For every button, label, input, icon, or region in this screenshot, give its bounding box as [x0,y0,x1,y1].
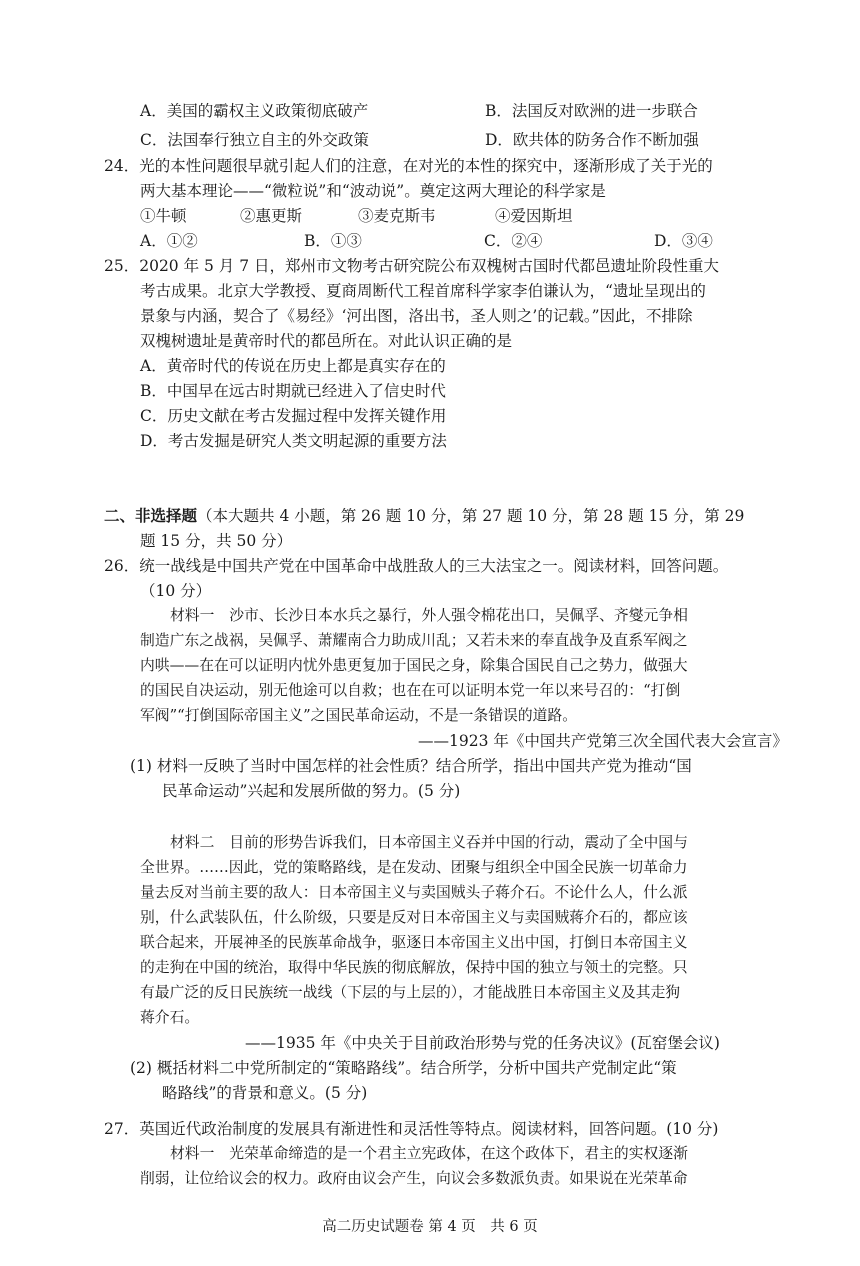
q26-material2-line4: 别，什么武装队伍，什么阶级，只要是反对日本帝国主义与卖国贼蒋介石的，都应该 [140,909,688,926]
q26-subq2-line1: (2) 概括材料二中党所制定的“策略路线”。结合所学，分析中国共产党制定此“策 [130,1059,677,1077]
q25-option-b: B．中国早在远古时期就已经进入了信史时代 [140,382,446,400]
q26-stem-line1: 26．统一战线是中国共产党在中国革命中战胜敌人的三大法宝之一。阅读材料，回答问题。 [104,557,729,575]
q26-material1-line5: 军阀”“打倒国际帝国主义”之国民革命运动，不是一条错误的道路。 [140,707,578,724]
q26-material2-line7: 有最广泛的反日民族统一战线（下层的与上层的），才能战胜日本帝国主义及其走狗 [140,984,681,1001]
section2-desc-line1: （本大题共 4 小题，第 26 题 10 分，第 27 题 10 分，第 28 题 15 分，第 29 [197,507,745,525]
q23-option-a: A．美国的霸权主义政策彻底破产 [140,102,369,120]
q27-stem: 27．英国近代政治制度的发展具有渐进性和灵活性等特点。阅读材料，回答问题。(10 分) [104,1120,719,1138]
q24-stem-line2: 两大基本理论——“微粒说”和“波动说”。奠定这两大理论的科学家是 [140,182,606,200]
q27-material1-line1: 材料一 光荣革命缔造的是一个君主立宪政体，在这个政体下，君主的实权逐渐 [170,1145,688,1162]
q26-material2-line8: 蒋介石。 [140,1009,200,1026]
q26-stem-line2: （10 分） [140,582,212,600]
section2-heading: 二、非选择题 [104,507,198,525]
q25-option-c: C．历史文献在考古发掘过程中发挥关键作用 [140,407,447,425]
q23-option-c: C．法国奉行独立自主的外交政策 [140,131,369,149]
q25-stem-line2: 考古成果。北京大学教授、夏商周断代工程首席科学家李伯谦认为，“遗址呈现出的 [140,282,706,300]
page-footer: 高二历史试题卷 第 4 页 共 6 页 [322,1219,538,1235]
q25-stem-line4: 双槐树遗址是黄帝时代的都邑所在。对此认识正确的是 [140,332,513,350]
q26-material2-line6: 的走狗在中国的统治，取得中华民族的彻底解放，保持中国的独立与领土的完整。只 [140,959,688,976]
q26-material1-line4: 的国民自决运动，别无他途可以自救；也在在可以证明本党一年以来号召的：“打倒 [140,682,681,699]
q26-material2-line2: 全世界。……因此，党的策略路线，是在发动、团聚与组织全中国全民族一切革命力 [140,859,688,876]
q24-item-3: ③麦克斯韦 [358,207,436,225]
q26-material2-line1: 材料二 目前的形势告诉我们，日本帝国主义吞并中国的行动，震动了全中国与 [170,834,688,851]
q26-subq1-line2: 民革命运动”兴起和发展所做的努力。(5 分) [162,782,461,800]
q24-option-a: A．①② [140,232,198,250]
q25-stem-line1: 25．2020 年 5 月 7 日，郑州市文物考古研究院公布双槐树古国时代都邑遗址阶段性重大 [104,257,720,275]
q26-material1-line1: 材料一 沙市、长沙日本水兵之暴行，外人强令棉花出口，吴佩孚、齐燮元争相 [170,607,688,624]
q24-option-c: C．②④ [484,232,543,250]
q24-item-4: ④爱因斯坦 [495,207,573,225]
q26-subq2-line2: 略路线”的背景和意义。(5 分) [162,1084,368,1102]
q26-material2-source: ——1935 年《中央关于目前政治形势与党的任务决议》(瓦窑堡会议) [245,1034,720,1052]
q26-material1-source: ——1923 年《中国共产党第三次全国代表大会宣言》 [418,732,788,750]
section2-desc-line2: 题 15 分，共 50 分） [140,532,293,550]
q26-material2-line3: 量去反对当前主要的敌人：日本帝国主义与卖国贼头子蒋介石。不论什么人，什么派 [140,884,688,901]
q27-material1-line2: 削弱，让位给议会的权力。政府由议会产生，向议会多数派负责。如果说在光荣革命 [140,1170,688,1187]
q24-option-b: B．①③ [304,232,362,250]
q25-option-d: D．考古发掘是研究人类文明起源的重要方法 [140,432,447,450]
q25-stem-line3: 景象与内涵，契合了《易经》‘河出图，洛出书，圣人则之’的记载。”因此，不排除 [140,307,693,325]
q24-item-1: ①牛顿 [140,207,187,225]
q26-material1-line2: 制造广东之战祸，吴佩孚、萧耀南合力助成川乱；又若未来的奉直战争及直系军阀之 [140,632,688,649]
q23-option-b: B．法国反对欧洲的进一步联合 [485,102,698,120]
q24-stem-line1: 24．光的本性问题很早就引起人们的注意，在对光的本性的探究中，逐渐形成了关于光的 [104,157,713,175]
q23-option-d: D．欧共体的防务合作不断加强 [485,131,699,149]
section2-header [104,505,744,527]
q26-material2-line5: 联合起来，开展神圣的民族革命战争，驱逐日本帝国主义出中国，打倒日本帝国主义 [140,934,688,951]
q24-option-d: D．③④ [654,232,713,250]
q26-subq1-line1: (1) 材料一反映了当时中国怎样的社会性质？结合所学，指出中国共产党为推动“国 [130,757,692,775]
q24-item-2: ②惠更斯 [240,207,303,225]
q25-option-a: A．黄帝时代的传说在历史上都是真实存在的 [140,357,446,375]
q26-material1-line3: 内哄——在在可以证明内忧外患更复加于国民之身，除集合国民自己之势力，做强大 [140,657,688,674]
